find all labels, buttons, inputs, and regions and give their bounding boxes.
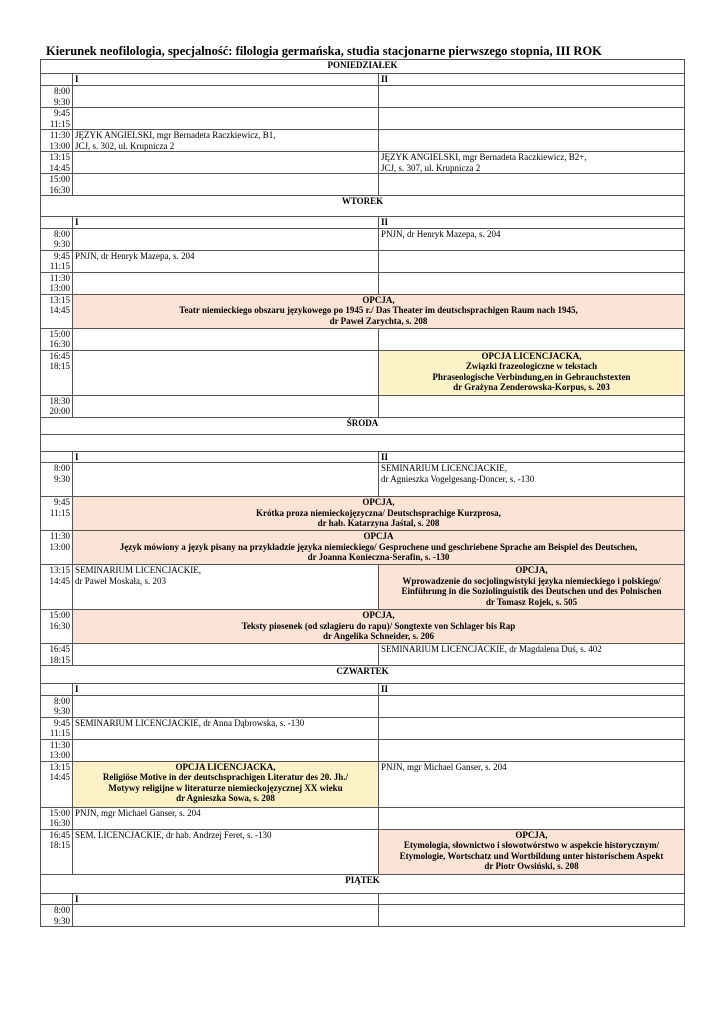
time-slot: 16:45 18:15 (41, 644, 73, 666)
day-header-tuesday: WTOREK (41, 196, 685, 217)
class-cell: SEMINARIUM LICENCJACKIE, dr Paweł Moskała, s. 203 (73, 565, 379, 610)
class-cell: PNJN, mgr Michael Ganser, s. 204 (73, 807, 379, 829)
class-cell: PNJN, dr Henryk Mazepa, s. 204 (73, 250, 379, 272)
class-cell: SEM. LICENCJACKIE, dr hab. Andrzej Feret, s. -130 (73, 829, 379, 874)
group-header-1: I (73, 451, 379, 463)
class-cell: JĘZYK ANGIELSKI, mgr Bernadeta Raczkiewicz, B2+, JCJ, s. 307, ul. Krupnicza 2 (379, 152, 685, 174)
licentiate-option-cell: OPCJA LICENCJACKA, Związki frazeologiczne w tekstach Phraseologische Verbindung,en in Gebrauchstexten dr Grażyna Zenderowska-Korpus, s. 203 (379, 350, 685, 395)
time-slot: 13:15 14:45 (41, 152, 73, 174)
time-slot: 11:30 13:00 (41, 130, 73, 152)
class-cell: JĘZYK ANGIELSKI, mgr Bernadeta Raczkiewicz, B1, JCJ, s. 302, ul. Krupnicza 2 (73, 130, 379, 152)
group-header-2: II (379, 217, 685, 229)
group-header-1: I (73, 74, 379, 86)
group-header-1: I (73, 684, 379, 696)
day-header-thursday: CZWARTEK (41, 666, 685, 684)
class-cell: PNJN, mgr Michael Ganser, s. 204 (379, 761, 685, 807)
option-class-cell: OPCJA, Krótka proza niemieckojęzyczna/ Deutschsprachige Kurzprosa, dr hab. Katarzyna Jaśtal, s. 208 (73, 497, 685, 531)
time-slot: 8:00 9:30 (41, 905, 73, 927)
option-class-cell: OPCJA, Teatr niemieckiego obszaru językowego po 1945 r./ Das Theater im deutschsprachigen Raum nach 1945, dr Paweł Zarychta, s. 208 (73, 294, 685, 328)
time-slot: 8:00 9:30 (41, 695, 73, 717)
time-slot: 8:00 9:30 (41, 86, 73, 108)
time-slot: 15:00 16:30 (41, 328, 73, 350)
option-class-cell: OPCJA, Teksty piosenek (od szlagieru do rapu)/ Songtexte von Schlager bis Rap dr Angelika Schneider, s. 206 (73, 610, 685, 644)
class-cell: SEMINARIUM LICENCJACKIE, dr Magdalena Duś, s. 402 (379, 644, 685, 666)
day-header-monday: PONIEDZIAŁEK (41, 60, 685, 74)
time-slot: 8:00 9:30 (41, 228, 73, 250)
time-slot: 13:15 14:45 (41, 294, 73, 328)
schedule-table (40, 59, 685, 927)
time-slot: 15:00 16:30 (41, 807, 73, 829)
time-slot: 11:30 13:00 (41, 272, 73, 294)
group-header-2: II (379, 684, 685, 696)
time-slot: 11:30 13:00 (41, 739, 73, 761)
page-title: Kierunek neofilologia, specjalność: filologia germańska, studia stacjonarne pierwszego stopnia, III ROK (46, 44, 602, 58)
time-slot: 13:15 14:45 (41, 565, 73, 610)
option-class-cell: OPCJA Język mówiony a język pisany na przykładzie języka niemieckiego/ Gesprochene und geschriebene Sprache am Beispiel des Deutschen, dr Joanna Konieczna-Serafin, s. -130 (73, 531, 685, 565)
day-header-friday: PIĄTEK (41, 874, 685, 893)
group-header-2: II (379, 451, 685, 463)
class-cell: SEMINARIUM LICENCJACKIE, dr Anna Dąbrowska, s. -130 (73, 717, 379, 739)
class-cell: PNJN, dr Henryk Mazepa, s. 204 (379, 228, 685, 250)
group-header-2: II (379, 74, 685, 86)
time-slot: 9:45 11:15 (41, 108, 73, 130)
time-slot: 11:30 13:00 (41, 531, 73, 565)
time-slot: 18:30 20:00 (41, 395, 73, 417)
time-slot: 13:15 14:45 (41, 761, 73, 807)
time-slot: 9:45 11:15 (41, 497, 73, 531)
time-slot: 15:00 16:30 (41, 174, 73, 196)
option-class-cell: OPCJA, Etymologia, słownictwo i słowotwórstwo w aspekcie historycznym/ Etymologie, Wortschatz und Wortbildung unter historischem Aspekt dr Piotr Owsiński, s. 208 (379, 829, 685, 874)
time-slot: 16:45 18:15 (41, 829, 73, 874)
time-slot: 15:00 16:30 (41, 610, 73, 644)
group-header-1: I (73, 893, 379, 905)
time-slot: 9:45 11:15 (41, 250, 73, 272)
time-slot: 8:00 9:30 (41, 463, 73, 497)
group-header-1: I (73, 217, 379, 229)
time-slot: 16:45 18:15 (41, 350, 73, 395)
option-class-cell: OPCJA, Wprowadzenie do socjolingwistyki języka niemieckiego i polskiego/ Einführung in die Soziolinguistik des Deutschen und des Polnischen dr Tomasz Rojek, s. 505 (379, 565, 685, 610)
time-slot: 9:45 11:15 (41, 717, 73, 739)
licentiate-option-cell: OPCJA LICENCJACKA, Religiöse Motive in der deutschsprachigen Literatur des 20. Jh./ Motywy religijne w literaturze niemieckojęzycznej XX wieku dr Agnieszka Sowa, s. 208 (73, 761, 379, 807)
day-header-wednesday: ŚRODA (41, 417, 685, 434)
class-cell: SEMINARIUM LICENCJACKIE, dr Agnieszka Vogelgesang-Doncer, s. -130 (379, 463, 685, 497)
